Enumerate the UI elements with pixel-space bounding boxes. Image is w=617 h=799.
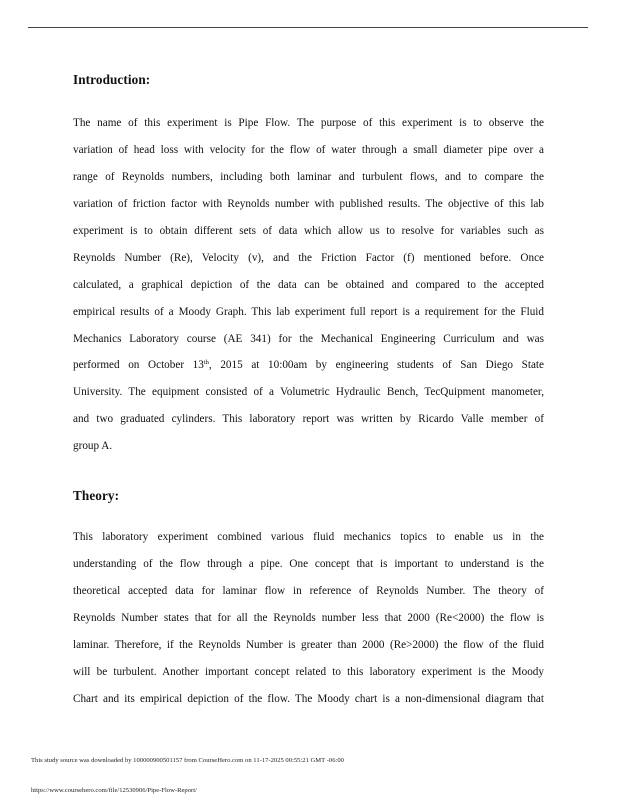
download-notice: This study source was downloaded by 100000900501157 from CourseHero.com on 11-17-2025 00:55:21 GMT -06:00 xyxy=(31,757,344,764)
intro-line: calculated, a graphical depiction of the data can be obtained and compared to the accepted xyxy=(73,278,544,291)
intro-line: University. The equipment consisted of a Volumetric Hydraulic Bench, TecQuipment manometer, xyxy=(73,386,544,399)
intro-line: Reynolds Number (Re), Velocity (v), and the Friction Factor (f) mentioned before. Once xyxy=(73,251,544,264)
theory-paragraph xyxy=(73,524,544,713)
intro-line: variation of head loss with velocity for the flow of water through a small diameter pipe over a xyxy=(73,143,544,156)
theory-line: Chart and its empirical depiction of the flow. The Moody chart is a non-dimensional diagram that xyxy=(73,692,544,705)
theory-line: theoretical accepted data for laminar flow in reference of Reynolds Number. The theory of xyxy=(73,584,544,597)
theory-heading: Theory: xyxy=(73,488,120,503)
theory-line: Reynolds Number states that for all the Reynolds number less that 2000 (Re<2000) the flow is xyxy=(73,611,544,624)
theory-line: This laboratory experiment combined various fluid mechanics topics to enable us in the xyxy=(73,531,544,543)
intro-line: and two graduated cylinders. This laboratory report was written by Ricardo Valle member of xyxy=(73,413,544,426)
theory-line: laminar. Therefore, if the Reynolds Number is greater than 2000 (Re>2000) the flow of the fluid xyxy=(73,638,544,651)
intro-line: range of Reynolds numbers, including both laminar and turbulent flows, and to compare the xyxy=(73,170,544,183)
ordinal-suffix: th xyxy=(203,359,209,367)
intro-line: Mechanics Laboratory course (AE 341) for the Mechanical Engineering Curriculum and was xyxy=(73,332,544,345)
introduction-paragraph xyxy=(73,110,544,460)
intro-line: group A. xyxy=(73,440,113,453)
intro-line-date xyxy=(73,352,544,379)
date-text: performed on October 13 xyxy=(73,359,204,372)
introduction-heading: Introduction: xyxy=(73,72,151,87)
theory-line: understanding of the flow through a pipe. One concept that is important to understand is the xyxy=(73,557,544,570)
theory-line: will be turbulent. Another important concept related to this laboratory experiment is the Moody xyxy=(73,665,544,678)
source-url[interactable]: https://www.coursehero.com/file/12530906/Pipe-Flow-Report/ xyxy=(31,787,197,794)
intro-line: empirical results of a Moody Graph. This lab experiment full report is a requirement for the Fluid xyxy=(73,305,544,318)
intro-line: The name of this experiment is Pipe Flow. The purpose of this experiment is to observe the xyxy=(73,117,544,129)
intro-line: experiment is to obtain different sets of data which allow us to resolve for variables such as xyxy=(73,224,544,237)
intro-line: variation of friction factor with Reynolds number with published results. The objective of this lab xyxy=(73,197,544,210)
top-divider xyxy=(28,27,588,28)
date-text-rest: , 2015 at 10:00am by engineering students of San Diego State xyxy=(208,359,544,372)
